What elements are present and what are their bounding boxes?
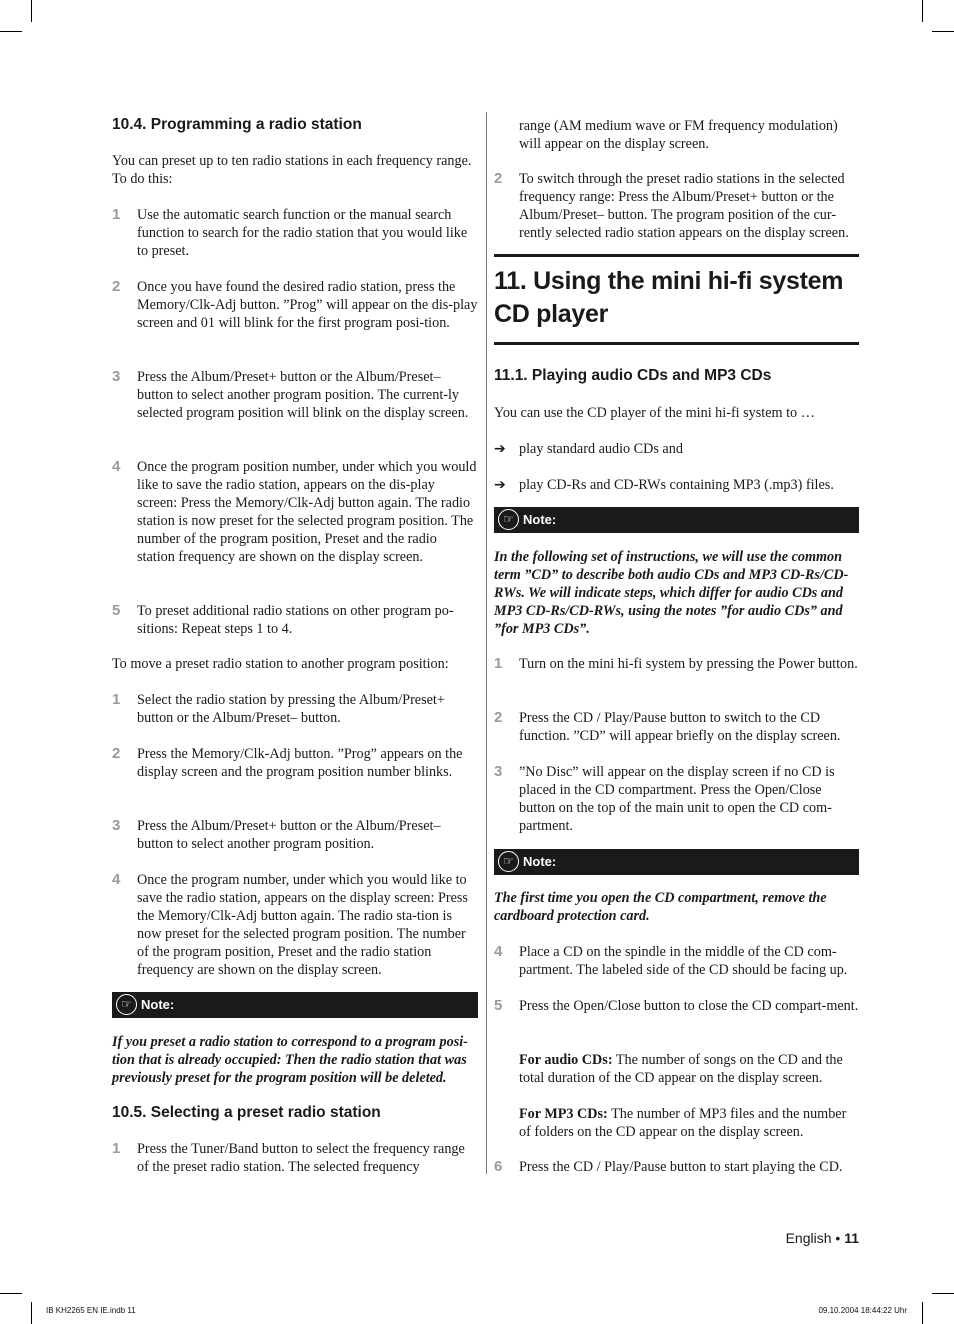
step-number: 6 xyxy=(494,1158,503,1175)
step-text: Use the automatic search function or the manual search function to search for the radio station that you would like to preset. xyxy=(137,207,468,259)
step-number: 3 xyxy=(112,368,121,385)
note-text: In the following set of instructions, we will use the common term ”CD” to describe both audio CDs and MP3 CD-Rs/CD-RWs. We will indicate steps, which differ for audio CDs and MP3 CD-Rs/CD-RWs, using the notes ”for audio CDs” and ”for MP3 CDs”. xyxy=(494,549,849,637)
cd-step-4 xyxy=(494,943,859,979)
crop-mark xyxy=(0,31,22,32)
move-step-2 xyxy=(112,745,478,799)
cd-step-3 xyxy=(494,763,859,835)
step-number: 3 xyxy=(112,817,121,834)
cd-step-2 xyxy=(494,709,859,745)
step-number: 2 xyxy=(112,278,121,295)
step-3 xyxy=(112,368,478,440)
step-text: Press the Album/Preset+ button or the Album/Preset– button to select another program position. xyxy=(137,818,441,852)
audio-cd-info xyxy=(519,1051,859,1087)
step-number: 5 xyxy=(112,602,121,619)
crop-mark xyxy=(932,31,954,32)
intro-paragraph: You can preset up to ten radio stations in each frequency range. To do this: xyxy=(112,153,472,187)
print-slug-left: IB KH2265 EN IE.indb 11 xyxy=(46,1306,136,1315)
crop-mark xyxy=(922,1302,923,1324)
move-step-3 xyxy=(112,817,478,853)
cd-step-5 xyxy=(494,997,859,1033)
chapter-rule-bottom xyxy=(494,342,859,345)
step-text: Once the program position number, under which you would like to save the radio station, appears on the dis-play screen: Press the Memory/Clk-Adj button again. The radio station is now preset for the selected program position. The number of the program position, Preset and the radio station frequency are shown on the display screen. xyxy=(137,459,477,565)
cd-step-1 xyxy=(494,655,859,691)
note-text: The first time you open the CD compartment, remove the cardboard protection card. xyxy=(494,890,827,924)
step-text: Place a CD on the spindle in the middle of the CD com-partment. The labeled side of the CD should be facing up. xyxy=(519,944,848,978)
step-number: 5 xyxy=(494,997,503,1014)
audio-cd-label: For audio CDs: xyxy=(519,1052,613,1068)
print-slug-right: 09.10.2004 18:44:22 Uhr xyxy=(818,1306,907,1315)
move-step-4 xyxy=(112,871,478,979)
step-number: 1 xyxy=(112,691,121,708)
step-5 xyxy=(112,602,478,638)
step-text: Press the Tuner/Band button to select the frequency range of the preset radio station. The selected frequency xyxy=(137,1141,465,1175)
step-number: 4 xyxy=(112,458,121,475)
note-bar xyxy=(494,849,859,875)
step-text: Once you have found the desired radio station, press the Memory/Clk-Adj button. ”Prog” will appear on the dis-play screen and 01 will blink for the first program posi-tion. xyxy=(137,279,478,331)
arrow-icon: ➔ xyxy=(494,441,506,457)
page-number: 11 xyxy=(844,1230,859,1246)
pointing-hand-icon: ☞ xyxy=(116,994,137,1015)
chapter-title xyxy=(494,265,843,331)
step-text: Press the Open/Close button to close the CD compart-ment. xyxy=(519,998,859,1014)
crop-mark xyxy=(31,1302,32,1324)
section-heading-10-5: 10.5. Selecting a preset radio station xyxy=(112,1104,381,1121)
step-number: 1 xyxy=(494,655,503,672)
crop-mark xyxy=(0,1293,22,1294)
step-text: Press the CD / Play/Pause button to start playing the CD. xyxy=(519,1159,843,1175)
note-text: If you preset a radio station to correspond to a program posi-tion that is already occupied: Then the radio station that was previously preset for the program position will be deleted. xyxy=(112,1034,468,1086)
mp3-cd-info xyxy=(519,1105,859,1141)
step-number: 4 xyxy=(494,943,503,960)
cd-step-6 xyxy=(494,1158,859,1176)
arrow-icon: ➔ xyxy=(494,477,506,493)
crop-mark xyxy=(932,1293,954,1294)
bullet-item xyxy=(494,440,859,458)
pointing-hand-icon: ☞ xyxy=(498,509,519,530)
step-number: 2 xyxy=(494,709,503,726)
step-text: To switch through the preset radio stations in the selected frequency range: Press the Album/Preset+ button or the Album/Preset– button. The program position of the cur-rently selected radio station appears on the display screen. xyxy=(519,171,849,241)
step-text: ”No Disc” will appear on the display screen if no CD is placed in the CD compartment. Press the Open/Close button on the top of the main unit to open the CD com-partment. xyxy=(519,764,835,834)
select-step-1 xyxy=(112,1140,478,1176)
footer-language: English • xyxy=(785,1230,845,1246)
move-intro-paragraph: To move a preset radio station to another program position: xyxy=(112,656,449,672)
step-text: Press the CD / Play/Pause button to switch to the CD function. ”CD” will appear briefly on the display screen. xyxy=(519,710,841,744)
step-1 xyxy=(112,206,478,260)
step-number: 2 xyxy=(112,745,121,762)
section-heading-11-1: 11.1. Playing audio CDs and MP3 CDs xyxy=(494,367,772,384)
select-step-2 xyxy=(494,170,859,242)
move-step-1 xyxy=(112,691,478,727)
step-text: Press the Memory/Clk-Adj button. ”Prog” appears on the display screen and the program position number blinks. xyxy=(137,746,463,780)
note-label: Note: xyxy=(523,512,557,527)
page-footer xyxy=(786,1229,859,1247)
crop-mark xyxy=(31,0,32,22)
step-text: Press the Album/Preset+ button or the Album/Preset– button to select another program position. The current-ly selected program position will blink on the display screen. xyxy=(137,369,469,421)
step-text: Select the radio station by pressing the Album/Preset+ button or the Album/Preset– button. xyxy=(137,692,445,726)
bullet-text: play standard audio CDs and xyxy=(519,441,683,457)
chapter-rule-top xyxy=(494,254,859,257)
chapter-title-line-2: CD player xyxy=(494,300,609,328)
step-text: Once the program number, under which you would like to save the radio station, appears on the display screen: Press the Memory/Clk-Adj button again. The radio sta-tion is now preset for the selected program position. The number of the program position, Preset and the radio station frequency are shown on the display screen. xyxy=(137,872,468,978)
step-number: 3 xyxy=(494,763,503,780)
step-number: 4 xyxy=(112,871,121,888)
audio-cd-text: The number of songs on the CD and the total duration of the CD appear on the display screen. xyxy=(519,1052,843,1086)
mp3-cd-text: The number of MP3 files and the number of folders on the CD appear on the display screen. xyxy=(519,1106,847,1140)
note-label: Note: xyxy=(523,854,557,869)
pointing-hand-icon: ☞ xyxy=(498,851,519,872)
step-number: 2 xyxy=(494,170,503,187)
column-divider xyxy=(486,112,487,1174)
step-text: To preset additional radio stations on other program po-sitions: Repeat steps 1 to 4. xyxy=(137,603,454,637)
section-heading-10-4: 10.4. Programming a radio station xyxy=(112,116,362,133)
note-bar xyxy=(112,992,478,1018)
step-4 xyxy=(112,458,478,584)
step-2 xyxy=(112,278,478,350)
bullet-item xyxy=(494,476,859,494)
step-text: Turn on the mini hi-fi system by pressing the Power button. xyxy=(519,656,858,672)
step-number: 1 xyxy=(112,1140,121,1157)
note-label: Note: xyxy=(141,997,175,1012)
crop-mark xyxy=(922,0,923,22)
note-bar xyxy=(494,507,859,533)
mp3-cd-label: For MP3 CDs: xyxy=(519,1106,608,1122)
bullet-text: play CD-Rs and CD-RWs containing MP3 (.mp3) files. xyxy=(519,477,834,493)
step-number: 1 xyxy=(112,206,121,223)
continued-step-text: range (AM medium wave or FM frequency modulation) will appear on the display screen. xyxy=(519,118,838,152)
intro-paragraph: You can use the CD player of the mini hi-fi system to … xyxy=(494,405,815,421)
chapter-title-line-1: 11. Using the mini hi-fi system xyxy=(494,267,844,295)
